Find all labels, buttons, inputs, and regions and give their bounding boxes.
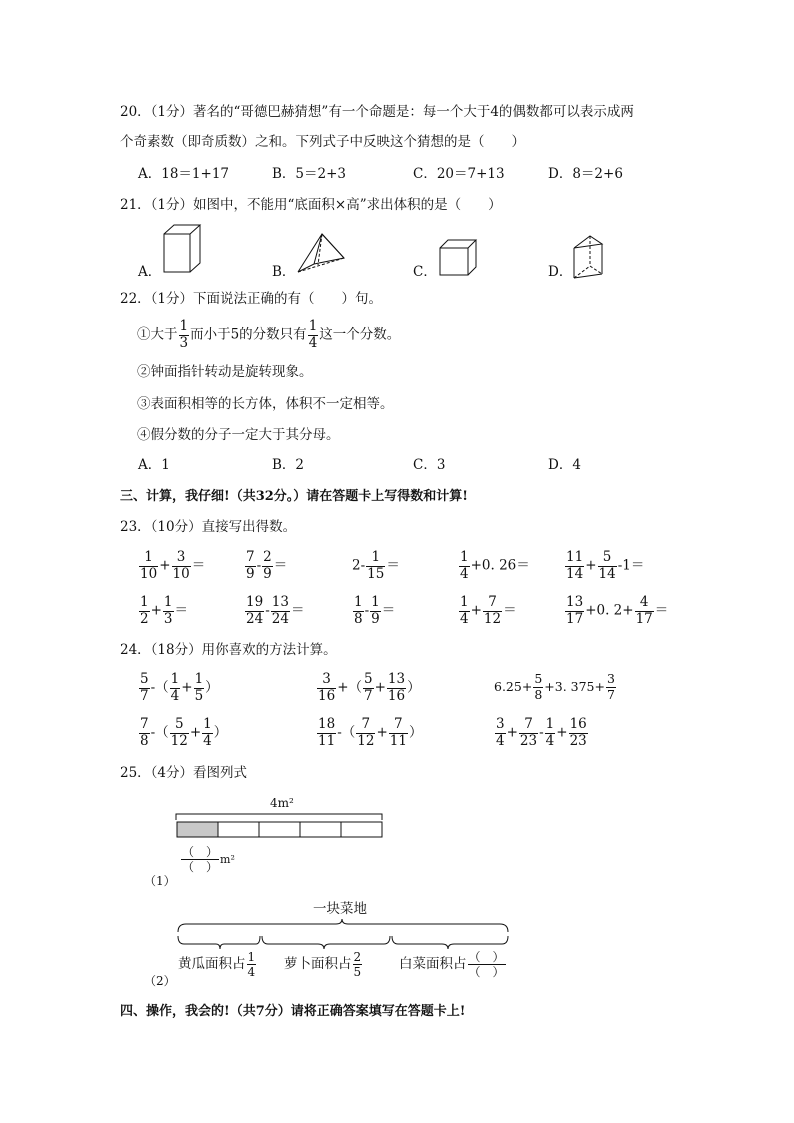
q21-option-a: A． bbox=[138, 264, 162, 280]
q20-line2: 个奇素数（即奇质数）之和。下列式子中反映这个猜想的是（ ） bbox=[120, 134, 525, 150]
section-4-heading: 四、操作，我会的!（共7分）请将正确答案填写在答题卡上! bbox=[120, 1004, 466, 1019]
q21-stem: 21．（1分）如图中，不能用“底面积×高”求出体积的是（ ） bbox=[120, 197, 502, 213]
q20-option-c: C．20＝7+13 bbox=[413, 166, 505, 182]
q23-expr-2-3: $\frac{1}{8}$ - $\frac{1}{9}$ ＝ bbox=[354, 594, 396, 627]
q24-expr-5: $\frac{18}{11}$ -（ $\frac{7}{12}$ + $\frac{7}{11}$ ） bbox=[318, 716, 423, 749]
q22-option-d: D．4 bbox=[548, 457, 581, 473]
q25-braces bbox=[176, 918, 512, 952]
cube-icon bbox=[437, 238, 479, 278]
q23-expr-2-4: $\frac{1}{4}$ + $\frac{7}{12}$ ＝ bbox=[460, 594, 517, 627]
q23-expr-2-1: $\frac{1}{2}$ + $\frac{1}{3}$ ＝ bbox=[140, 594, 188, 627]
q25-strip-diagram bbox=[176, 821, 386, 839]
section-3-heading: 三、计算，我仔细!（共32分。）请在答题卡上写得数和计算! bbox=[120, 489, 469, 504]
q24-expr-1: $\frac{5}{7}$ -（ $\frac{1}{4}$ + $\frac{1}{5}$ ） bbox=[140, 671, 219, 704]
q23-expr-2-5: $\frac{13}{17}$ +0. 2+ $\frac{4}{17}$ ＝ bbox=[566, 594, 669, 627]
q20-option-b: B．5＝2+3 bbox=[272, 166, 346, 182]
q25-brace-label: 一块菜地 bbox=[313, 901, 367, 917]
shaded-part bbox=[177, 822, 218, 837]
q23-expr-1-5: $\frac{11}{14}$ + $\frac{5}{14}$ -1＝ bbox=[566, 549, 645, 582]
q23-expr-1-1: $\frac{1}{10}$ + $\frac{3}{10}$ ＝ bbox=[140, 549, 206, 582]
q22-statement-1: ①大于 $\frac{1}{3}$ 而小于5的分数只有 $\frac{1}{4}$ 这一个分数。 bbox=[137, 318, 401, 351]
q22-option-b: B．2 bbox=[272, 457, 305, 473]
q24-stem: 24．（18分）用你喜欢的方法计算。 bbox=[120, 642, 337, 658]
q23-expr-1-3: 2- $\frac{1}{15}$ ＝ bbox=[352, 549, 400, 582]
q24-expr-3: 6.25+ $\frac{5}{8}$ +3. 375+ $\frac{3}{7}$ bbox=[494, 671, 615, 702]
q21-option-c: C． bbox=[413, 264, 437, 280]
q24-expr-4: $\frac{7}{8}$ -（ $\frac{5}{12}$ + $\frac{1}{4}$ ） bbox=[140, 716, 228, 749]
q25-part-1-label: （1） bbox=[144, 874, 176, 888]
q22-option-c: C．3 bbox=[413, 457, 446, 473]
q20-option-a: A．18＝1+17 bbox=[138, 166, 230, 182]
q22-option-a: A．1 bbox=[138, 457, 170, 473]
q25-cabbage-label: 白菜面积占 $\frac{( )}{( )}$ bbox=[399, 950, 505, 979]
cuboid-icon bbox=[160, 222, 206, 276]
triangular-prism-icon bbox=[570, 234, 608, 280]
q24-expr-2: $\frac{3}{16}$ +（ $\frac{5}{7}$ + $\frac{13}{16}$ ） bbox=[318, 671, 421, 704]
q22-statement-3: ③表面积相等的长方体，体积不一定相等。 bbox=[137, 396, 394, 412]
q25-cucumber-label: 黄瓜面积占 $\frac{1}{4}$ bbox=[178, 950, 256, 979]
q25-stem: 25．（4分）看图列式 bbox=[120, 765, 248, 781]
q23-stem: 23．（10分）直接写出得数。 bbox=[120, 519, 297, 535]
pyramid-icon bbox=[296, 232, 348, 278]
q25-answer-1: $\frac{( )}{( )}$ m² bbox=[182, 845, 235, 874]
q25-area-label: 4m² bbox=[270, 796, 294, 810]
q23-expr-2-2: $\frac{19}{24}$ - $\frac{13}{24}$ ＝ bbox=[246, 594, 305, 627]
q25-radish-label: 萝卜面积占 $\frac{2}{5}$ bbox=[284, 950, 362, 979]
q20-line1: 20．（1分）著名的“哥德巴赫猜想”有一个命题是：每一个大于4的偶数都可以表示成两 bbox=[120, 104, 634, 120]
q23-expr-1-4: $\frac{1}{4}$ +0. 26＝ bbox=[460, 549, 530, 582]
q21-option-d: D． bbox=[548, 264, 573, 280]
q22-stem: 22．（1分）下面说法正确的有（ ）句。 bbox=[120, 291, 383, 307]
q20-option-d: D．8＝2+6 bbox=[548, 166, 623, 182]
q22-statement-2: ②钟面指针转动是旋转现象。 bbox=[137, 364, 313, 380]
q24-expr-6: $\frac{3}{4}$ + $\frac{7}{23}$ - $\frac{1}{4}$ + $\frac{16}{23}$ bbox=[496, 716, 587, 749]
q23-expr-1-2: $\frac{7}{9}$ - $\frac{2}{9}$ ＝ bbox=[246, 549, 288, 582]
q25-part-2-label: （2） bbox=[144, 974, 176, 988]
q21-option-b: B． bbox=[272, 264, 296, 280]
q22-statement-4: ④假分数的分子一定大于其分母。 bbox=[137, 427, 340, 443]
